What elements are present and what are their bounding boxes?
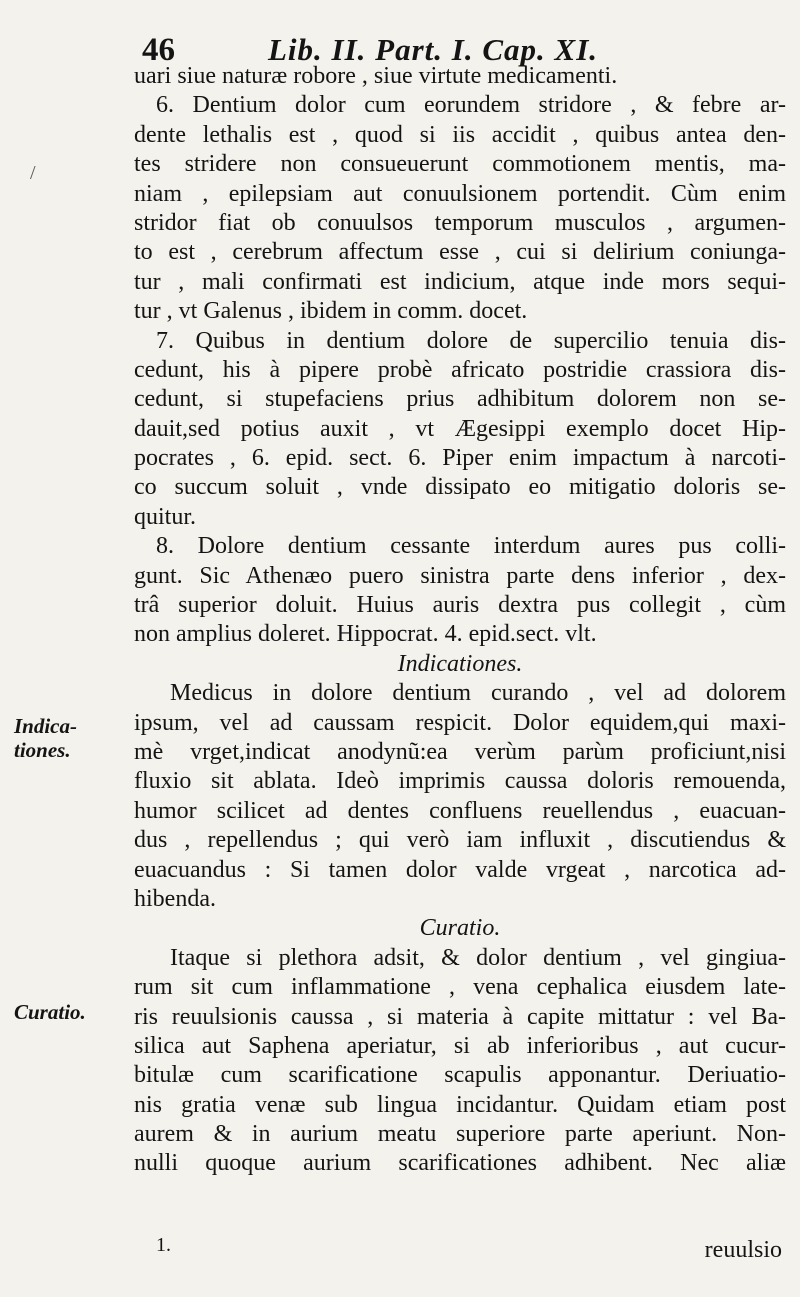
signature-mark: 1. xyxy=(156,1234,171,1256)
text-line: dente lethalis est , quod si iis accidit , quibus antea den- xyxy=(134,121,786,148)
page-number: 46 xyxy=(142,32,175,68)
text-line: ipsum, vel ad caussam respicit. Dolor equidem,qui maxi- xyxy=(134,709,786,736)
text-line: mè vrget,indicat anodynũ:ea verùm parùm proficiunt,nisi xyxy=(134,738,786,765)
text-line: niam , epilepsiam aut conuulsionem portendit. Cùm enim xyxy=(134,180,786,207)
text-line: 7. Quibus in dentium dolore de supercilio tenuia dis- xyxy=(156,327,786,354)
text-line: nis gratia venæ sub lingua incidantur. Quidam etiam post xyxy=(134,1091,786,1118)
text-line: humor scilicet ad dentes confluens reuellendus , euacuan- xyxy=(134,797,786,824)
section-heading-indications: Indicationes. xyxy=(397,650,523,677)
section-heading-cure: Curatio. xyxy=(419,915,501,942)
running-title: Lib. II. Part. I. Cap. XI. xyxy=(268,32,599,67)
text-line: dus , repellendus ; qui verò iam influxit , discutiendus & xyxy=(134,827,786,854)
text-line: 6. Dentium dolor cum eorundem stridore , & febre ar- xyxy=(156,92,786,119)
catchword: reuulsio xyxy=(704,1237,782,1263)
text-line: aurem & in aurium meatu superiore parte aperiunt. Non- xyxy=(134,1121,786,1148)
text-line: non amplius doleret. Hippocrat. 4. epid.sect. vlt. xyxy=(134,621,597,648)
text-line: Medicus in dolore dentium curando , vel ad dolorem xyxy=(170,680,786,707)
text-line: ris reuulsionis caussa , si materia à capite mittatur : vel Ba- xyxy=(134,1003,786,1030)
text-line: to est , cerebrum affectum esse , cui si delirium coniunga- xyxy=(134,239,786,266)
margin-note-indications: Indica-tiones. xyxy=(14,714,77,762)
text-line: uari siue naturæ robore , siue virtute medicamenti. xyxy=(134,63,618,89)
text-line: 8. Dolore dentium cessante interdum aures pus colli- xyxy=(156,533,786,560)
margin-stray-mark: / xyxy=(30,162,36,184)
text-line: tes stridere non consueuerunt commotionem mentis, ma- xyxy=(134,151,786,178)
text-line: rum sit cum inflammatione , vena cephalica eiusdem late- xyxy=(134,974,786,1001)
text-line: tur , mali confirmati est indicium, atque inde mors sequi- xyxy=(134,268,786,295)
text-line: trâ superior doluit. Huius auris dextra pus collegit , cùm xyxy=(134,592,786,619)
text-line: gunt. Sic Athenæo puero sinistra parte dens inferior , dex- xyxy=(134,562,786,589)
text-line: bitulæ cum scarificatione scapulis apponantur. Deriuatio- xyxy=(134,1062,786,1089)
margin-note-cure: Curatio. xyxy=(14,1000,86,1024)
text-line: pocrates , 6. epid. sect. 6. Piper enim impactum à narcoti- xyxy=(134,445,786,472)
text-line: stridor fiat ob conuulsos temporum musculos , argumen- xyxy=(134,209,786,236)
text-line: co succum soluit , vnde dissipato eo mitigatio doloris se- xyxy=(134,474,786,501)
text-line: Itaque si plethora adsit, & dolor dentium , vel gingiua- xyxy=(170,944,786,971)
text-line: silica aut Saphena aperiatur, si ab inferioribus , aut cucur- xyxy=(134,1032,786,1059)
text-line: quitur. xyxy=(134,503,197,530)
text-line: tur , vt Galenus , ibidem in comm. docet. xyxy=(134,298,528,325)
text-line: cedunt, si stupefaciens prius adhibitum dolorem non se- xyxy=(134,386,786,413)
text-line: dauit,sed potius auxit , vt Ægesippi exemplo docet Hip- xyxy=(134,415,786,442)
text-line: cedunt, his à pipere probè africato postridie crassiora dis- xyxy=(134,356,786,383)
text-line: nulli quoque aurium scarificationes adhibent. Nec aliæ xyxy=(134,1150,786,1177)
text-line: fluxio sit ablata. Ideò imprimis caussa doloris remouenda, xyxy=(134,768,786,795)
text-line: euacuandus : Si tamen dolor valde vrgeat , narcotica ad- xyxy=(134,856,786,883)
main-text xyxy=(134,62,786,1179)
text-line: hibenda. xyxy=(134,885,216,912)
